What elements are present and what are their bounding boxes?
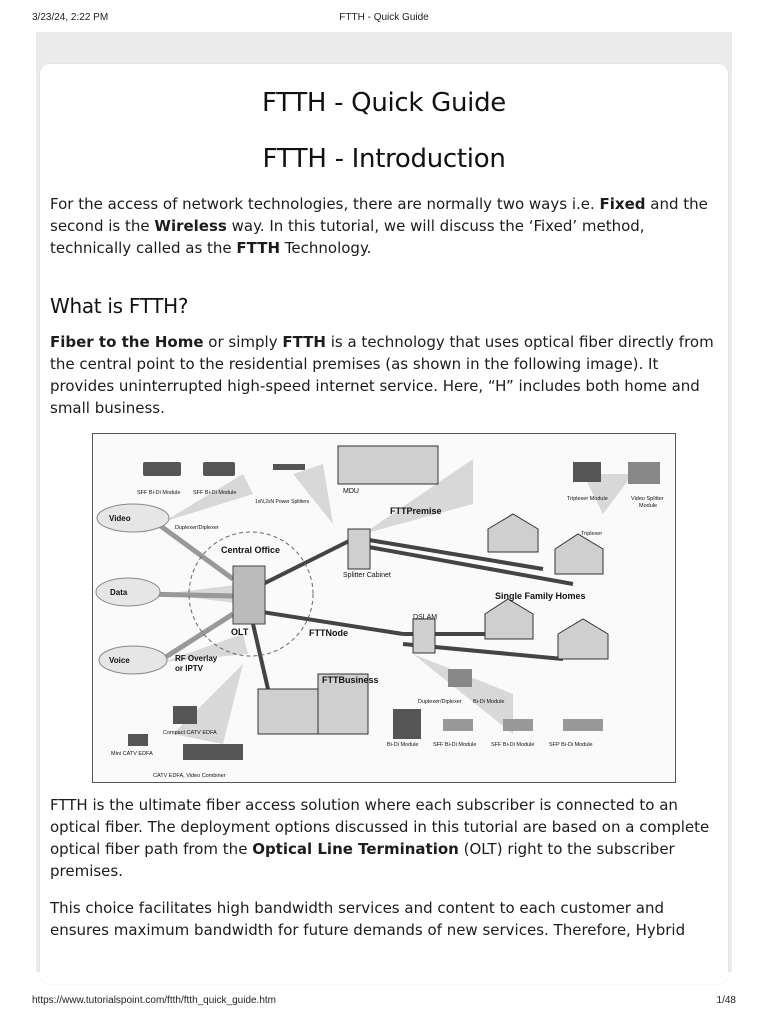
intro-bold-wireless: Wireless (154, 217, 227, 235)
label-fttbusiness: FTTBusiness (322, 675, 379, 685)
intro-paragraph (50, 193, 714, 259)
label-triplexer-module: Triplexer Module (567, 496, 608, 502)
bold-optical-line-termination: Optical Line Termination (252, 840, 459, 858)
compact-catv-edfa (173, 706, 197, 724)
dslam-cabinet (413, 619, 435, 653)
bold-fiber-to-home: Fiber to the Home (50, 333, 204, 351)
label-video-splitter-module: Module (639, 503, 658, 509)
power-splitter (273, 464, 305, 470)
intro-text-1: For the access of network technologies, there are normally two ways i.e. (50, 195, 600, 213)
label-compact-catv: Compact CATV EDFA (163, 730, 217, 736)
label-power-splitters: 1xN,2xN Power Splitters (255, 499, 310, 505)
video-cloud (97, 504, 169, 532)
clouds (96, 504, 169, 674)
olt-rack (233, 566, 265, 624)
sff-module-1 (143, 462, 181, 476)
label-dslam: DSLAM (413, 614, 438, 621)
label-sff-2: SFF Bi-Di Module (193, 490, 237, 496)
intro-bold-ftth: FTTH (236, 239, 281, 257)
catv-combiner (183, 744, 243, 760)
print-header (0, 12, 768, 32)
print-page-number: 1/48 (716, 995, 736, 1006)
print-date: 3/23/24, 2:22 PM (32, 12, 109, 23)
label-duplexer-diplexer-2: Duplexer/Diplexer (418, 699, 462, 705)
what-text-1: or simply (203, 333, 283, 351)
label-triplexer: Triplexer (581, 531, 603, 537)
splitter-cabinet (348, 529, 370, 569)
bold-ftth: FTTH (282, 333, 326, 351)
label-video-splitter: Video Splitter (631, 496, 664, 502)
label-bidi-module: Bi-Di Module (473, 699, 505, 705)
what-is-ftth-paragraph (50, 331, 714, 419)
label-data: Data (110, 588, 128, 597)
house-1 (488, 514, 538, 552)
intro-bold-fixed: Fixed (599, 195, 646, 213)
video-splitter-module (628, 462, 660, 484)
data-cloud (96, 578, 160, 606)
ftth-ultimate-paragraph (50, 794, 714, 882)
label-splitter-cabinet: Splitter Cabinet (343, 572, 391, 579)
label-central-office: Central Office (221, 545, 281, 555)
label-sff-bidi-b1: SFF Bi-Di Module (433, 742, 477, 748)
label-mdu: MDU (343, 488, 359, 495)
sff-module-2 (203, 462, 235, 476)
sfp-bidi-device (563, 719, 603, 731)
label-sff-bidi-b2: SFF Bi-Di Module (491, 742, 535, 748)
label-sfp-bidi: SFP Bi-Di Module (549, 742, 593, 748)
para3-text-2: (OLT) right to the subscriber premises. (50, 840, 675, 880)
sff-bidi-b2-device (503, 719, 533, 731)
label-fttnode: FTTNode (309, 628, 348, 638)
diagram-svg (93, 434, 675, 782)
triplexer-module (573, 462, 601, 482)
label-fttpremise: FTTPremise (390, 506, 442, 516)
what-text-2: is a technology that uses optical fiber directly from the central point to the residential premises (as shown in the following image). It provides uninterrupted high-speed internet service. Here, “H” includes both home and small business. (50, 333, 714, 417)
bidi-module-device (448, 669, 472, 687)
label-voice: Voice (109, 656, 130, 665)
label-video: Video (109, 514, 131, 523)
label-rf-overlay: RF Overlay (175, 654, 218, 663)
mdu-building (338, 446, 438, 484)
label-duplexer-diplexer: Duplexer/Diplexer (175, 525, 219, 531)
intro-text-4: Technology. (280, 239, 372, 257)
bidi-module-black (393, 709, 421, 739)
house-2 (555, 534, 603, 574)
label-catv-combiner: CATV EDFA, Video Combiner (153, 773, 226, 779)
label-mini-catv: Mini CATV EDFA (111, 751, 153, 757)
page-title: FTTH - Quick Guide (262, 88, 506, 118)
label-bidi-module-2: Bi-Di Module (387, 742, 419, 748)
print-url: https://www.tutorialspoint.com/ftth/ftth_quick_guide.htm (32, 995, 277, 1006)
intro-text-2: and the second is the (50, 195, 708, 235)
print-footer (0, 995, 768, 1015)
label-single-family-homes: Single Family Homes (495, 591, 586, 601)
print-title: FTTH - Quick Guide (339, 12, 429, 23)
label-sff-1: SFF Bi-Di Module (137, 490, 181, 496)
sff-bidi-b1-device (443, 719, 473, 731)
bandwidth-paragraph: This choice facilitates high bandwidth services and content to each customer and ensures maximum bandwidth for future demands of new services. Therefore, Hybrid (50, 899, 686, 939)
what-is-ftth-heading: What is FTTH? (50, 294, 189, 318)
house-4 (558, 619, 608, 659)
para3-text-1: FTTH is the ultimate fiber access solution where each subscriber is connected to an optical fiber. The deployment options discussed in this tutorial are based on a complete optical fiber path from the (50, 796, 710, 858)
house-3 (485, 599, 533, 639)
mini-catv-edfa (128, 734, 148, 746)
label-olt: OLT (231, 627, 249, 637)
label-iptv: or IPTV (175, 664, 204, 673)
intro-text-3: way. In this tutorial, we will discuss the ‘Fixed’ method, technically called as the (50, 217, 645, 257)
ftth-network-diagram (92, 433, 676, 783)
section-title: FTTH - Introduction (262, 144, 506, 174)
